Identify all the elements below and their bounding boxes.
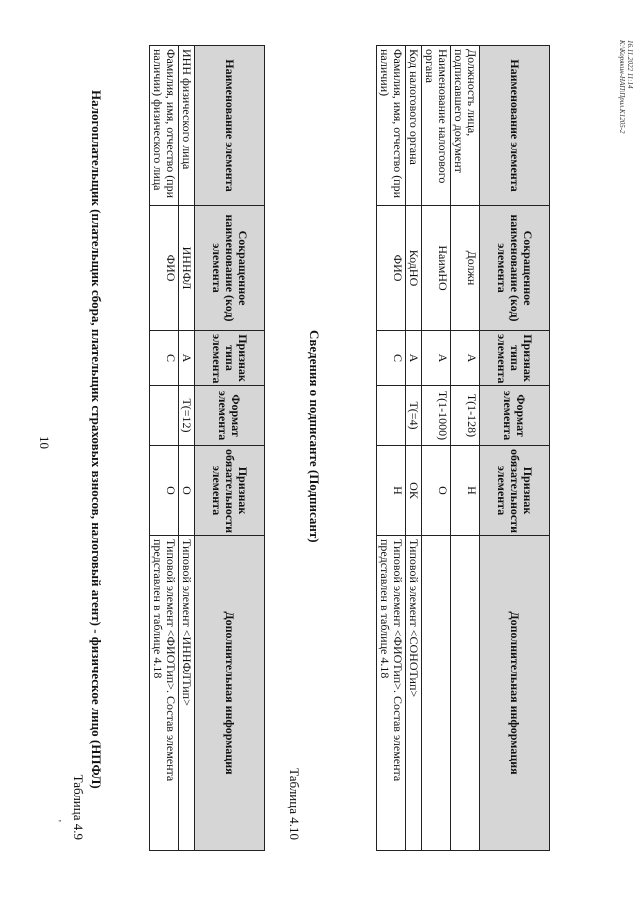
table-cell: А	[179, 331, 195, 386]
table-cell: С	[377, 331, 406, 386]
table-cell: T(=12)	[179, 386, 195, 446]
table-cell: Должн	[451, 206, 480, 331]
file-stamp-path: К:\Корякин-НАП\Прил.К1205-2	[618, 40, 626, 134]
table2-header-cell: Признак обязательности элемента	[480, 446, 550, 536]
table-cell: Типовой элемент <ИННФЛТип>	[179, 536, 195, 851]
table-row	[406, 46, 422, 851]
table-cell: С	[150, 331, 179, 386]
table2-title: Сведения о подписанте (Подписант)	[307, 330, 322, 543]
table1-header-cell: Сокращенное наименование (код) элемента	[195, 206, 265, 331]
table-cell: Типовой элемент <СОНОТип>	[406, 536, 422, 851]
table-cell: Н	[451, 446, 480, 536]
table-cell: ИНН физического лица	[179, 46, 195, 206]
table-cell: Должность лица, подписавшего документ	[451, 46, 480, 206]
table-cell	[377, 386, 406, 446]
table-cell: Фамилия, имя, отчество (при наличии) физического лица	[150, 46, 179, 206]
table-row	[179, 46, 195, 851]
table1	[149, 45, 265, 851]
table-row	[422, 46, 451, 851]
table-row	[451, 46, 480, 851]
page-number: 10	[37, 436, 52, 449]
table2-header-cell: Признак типа элемента	[480, 331, 550, 386]
table-cell: О	[422, 446, 451, 536]
table-cell: О	[179, 446, 195, 536]
table-cell: ИННФЛ	[179, 206, 195, 331]
table-cell: НаимНО	[422, 206, 451, 331]
table1-header-cell: Дополнительная информация	[195, 536, 265, 851]
table-cell: Типовой элемент <ФИОТип>. Состав элемента представлен в таблице 4.18	[150, 536, 179, 851]
margin-mark: '	[51, 820, 62, 822]
file-stamp	[618, 40, 634, 134]
table-cell: КодНО	[406, 206, 422, 331]
table1-header-cell: Признак типа элемента	[195, 331, 265, 386]
table-cell: T(1-1000)	[422, 386, 451, 446]
table-cell: Н	[377, 446, 406, 536]
table1-header-cell: Наименование элемента	[195, 46, 265, 206]
table2-caption: Таблица 4.10	[287, 768, 302, 840]
table-cell: О	[150, 446, 179, 536]
table-cell	[451, 536, 480, 851]
table-row	[150, 46, 179, 851]
table2-header-cell: Сокращенное наименование (код) элемента	[480, 206, 550, 331]
file-stamp-date: 16.11.2022 11:14	[626, 40, 634, 89]
table2	[376, 45, 550, 851]
table-row	[377, 46, 406, 851]
table-cell: Фамилия, имя, отчество (при наличии)	[377, 46, 406, 206]
table-cell: А	[422, 331, 451, 386]
table-cell: А	[451, 331, 480, 386]
table2-header-cell: Наименование элемента	[480, 46, 550, 206]
table2-header-row	[480, 46, 550, 851]
table-cell: ОК	[406, 446, 422, 536]
table-cell: Наименование налогового органа	[422, 46, 451, 206]
table1-header-cell: Формат элемента	[195, 386, 265, 446]
table-cell: А	[406, 331, 422, 386]
table-cell: ФИО	[377, 206, 406, 331]
table-cell: Типовой элемент <ФИОТип>. Состав элемента представлен в таблице 4.18	[377, 536, 406, 851]
table2-header-cell: Формат элемента	[480, 386, 550, 446]
table1-header-cell: Признак обязательности элемента	[195, 446, 265, 536]
table-cell: Код налогового органа	[406, 46, 422, 206]
table2-header-cell: Дополнительная информация	[480, 536, 550, 851]
table1-header-row	[195, 46, 265, 851]
table-cell: T(=4)	[406, 386, 422, 446]
table-cell	[150, 386, 179, 446]
table-cell: T(1-128)	[451, 386, 480, 446]
table1-title: Налогоплательщик (плательщик сбора, плательщик страховых взносов, налоговый агент) - физическое лицо (НПФЛ)	[89, 90, 104, 789]
table1-caption: Таблица 4.9	[71, 774, 86, 840]
table-cell	[422, 536, 451, 851]
table-cell: ФИО	[150, 206, 179, 331]
